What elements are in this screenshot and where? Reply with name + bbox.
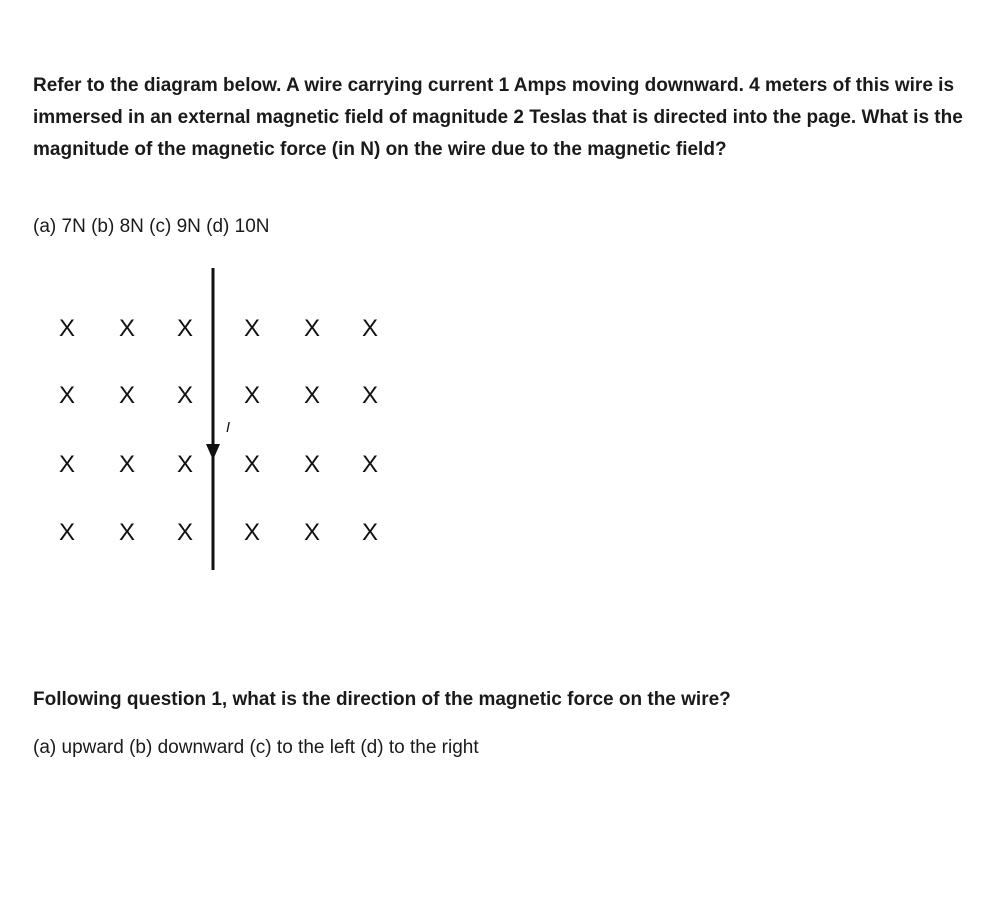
question-1-text: Refer to the diagram below. A wire carrying current 1 Amps moving downward. 4 meters of this wire is immersed in an external magnetic field of magnitude 2 Teslas that is directed into the page. What is the magnitude of the magnetic force (in N) on the wire due to the magnetic field? xyxy=(33,75,963,160)
field-x-mark: X xyxy=(243,451,261,478)
field-x-mark: X xyxy=(243,315,261,342)
current-arrow xyxy=(206,444,220,460)
field-x-mark: X xyxy=(303,315,321,342)
field-x-mark: X xyxy=(303,451,321,478)
field-x-mark: X xyxy=(58,519,76,546)
field-x-mark: X xyxy=(176,519,194,546)
field-x-mark: X xyxy=(118,315,136,342)
field-x-mark: X xyxy=(118,451,136,478)
field-x-mark: X xyxy=(176,451,194,478)
field-x-mark: X xyxy=(303,519,321,546)
field-x-mark: X xyxy=(58,382,76,409)
current-label: I xyxy=(225,419,231,436)
question-1-options: (a) 7N (b) 8N (c) 9N (d) 10N xyxy=(33,216,270,237)
field-x-mark: X xyxy=(58,451,76,478)
field-x-mark: X xyxy=(118,382,136,409)
field-x-mark: X xyxy=(243,519,261,546)
question-2-text: Following question 1, what is the direction of the magnetic force on the wire? xyxy=(33,689,731,710)
field-grid xyxy=(59,315,378,546)
field-x-mark: X xyxy=(118,519,136,546)
field-x-mark: X xyxy=(361,382,379,409)
field-x-mark: X xyxy=(176,315,194,342)
field-x-mark: X xyxy=(58,315,76,342)
field-x-mark: X xyxy=(303,382,321,409)
field-x-mark: X xyxy=(243,382,261,409)
field-x-mark: X xyxy=(361,519,379,546)
question-2-options: (a) upward (b) downward (c) to the left (d) to the right xyxy=(33,737,479,758)
field-x-mark: X xyxy=(176,382,194,409)
field-x-mark: X xyxy=(361,315,379,342)
field-x-mark: X xyxy=(361,451,379,478)
